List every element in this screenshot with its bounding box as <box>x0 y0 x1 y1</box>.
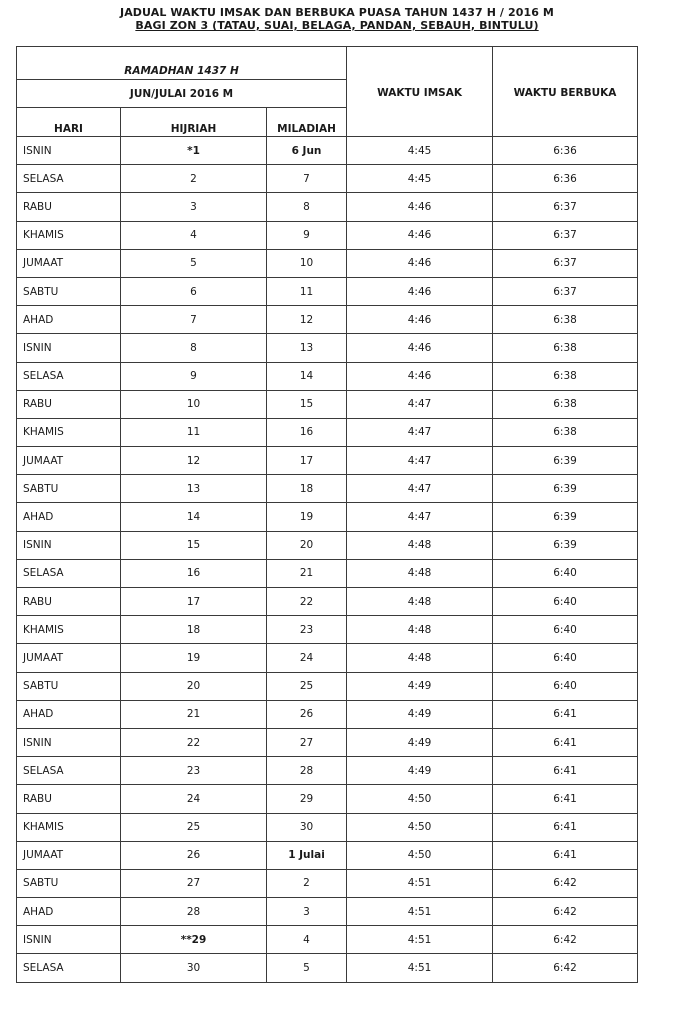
miladiah-cell: 13 <box>267 334 347 362</box>
day-cell: ISNIN <box>17 728 121 756</box>
berbuka-time-cell: 6:42 <box>493 926 638 954</box>
hijriah-cell: 23 <box>121 757 267 785</box>
imsak-time-cell: 4:49 <box>347 757 493 785</box>
berbuka-time-cell: 6:40 <box>493 672 638 700</box>
berbuka-time-cell: 6:39 <box>493 475 638 503</box>
hijriah-cell: 26 <box>121 841 267 869</box>
day-cell: SABTU <box>17 672 121 700</box>
berbuka-time-cell: 6:41 <box>493 813 638 841</box>
day-cell: AHAD <box>17 306 121 334</box>
table-row <box>17 954 638 982</box>
document-title: JADUAL WAKTU IMSAK DAN BERBUKA PUASA TAHUN 1437 H / 2016 M <box>120 6 554 19</box>
imsak-time-cell: 4:46 <box>347 249 493 277</box>
miladiah-cell: 25 <box>267 672 347 700</box>
hijriah-cell: 5 <box>121 249 267 277</box>
berbuka-time-cell: 6:41 <box>493 700 638 728</box>
table-row <box>17 418 638 446</box>
imsak-time-cell: 4:49 <box>347 672 493 700</box>
day-cell: ISNIN <box>17 926 121 954</box>
hijriah-cell: 21 <box>121 700 267 728</box>
miladiah-cell: 18 <box>267 475 347 503</box>
berbuka-time-cell: 6:38 <box>493 362 638 390</box>
miladiah-cell: 8 <box>267 193 347 221</box>
hijriah-cell: 30 <box>121 954 267 982</box>
day-cell: KHAMIS <box>17 616 121 644</box>
hijriah-cell: 17 <box>121 588 267 616</box>
hijriah-cell: 6 <box>121 277 267 305</box>
imsak-time-cell: 4:47 <box>347 503 493 531</box>
table-row <box>17 531 638 559</box>
imsak-time-cell: 4:47 <box>347 475 493 503</box>
imsak-time-cell: 4:50 <box>347 813 493 841</box>
imsak-time-cell: 4:47 <box>347 390 493 418</box>
day-cell: SELASA <box>17 559 121 587</box>
table-row <box>17 785 638 813</box>
table-row <box>17 334 638 362</box>
miladiah-cell: 23 <box>267 616 347 644</box>
miladiah-cell: 16 <box>267 418 347 446</box>
table-row <box>17 898 638 926</box>
berbuka-time-cell: 6:41 <box>493 785 638 813</box>
table-row <box>17 221 638 249</box>
table-row <box>17 813 638 841</box>
hijriah-cell: 2 <box>121 165 267 193</box>
miladiah-cell: 19 <box>267 503 347 531</box>
table-row <box>17 390 638 418</box>
day-cell: JUMAAT <box>17 249 121 277</box>
berbuka-time-cell: 6:38 <box>493 334 638 362</box>
berbuka-time-cell: 6:40 <box>493 588 638 616</box>
imsak-time-cell: 4:47 <box>347 418 493 446</box>
hijriah-cell: 13 <box>121 475 267 503</box>
table-row <box>17 447 638 475</box>
imsak-time-cell: 4:48 <box>347 559 493 587</box>
day-cell: SELASA <box>17 362 121 390</box>
day-cell: RABU <box>17 785 121 813</box>
header-hari: HARI <box>17 108 121 137</box>
berbuka-time-cell: 6:42 <box>493 898 638 926</box>
table-row <box>17 616 638 644</box>
berbuka-time-cell: 6:37 <box>493 193 638 221</box>
imsak-time-cell: 4:51 <box>347 954 493 982</box>
hijriah-cell: 19 <box>121 644 267 672</box>
table-row <box>17 588 638 616</box>
berbuka-time-cell: 6:38 <box>493 306 638 334</box>
miladiah-cell: 9 <box>267 221 347 249</box>
day-cell: SABTU <box>17 277 121 305</box>
table-row <box>17 926 638 954</box>
day-cell: RABU <box>17 588 121 616</box>
imsak-time-cell: 4:51 <box>347 926 493 954</box>
miladiah-cell: 20 <box>267 531 347 559</box>
table-row <box>17 672 638 700</box>
imsak-time-cell: 4:49 <box>347 728 493 756</box>
imsak-time-cell: 4:46 <box>347 362 493 390</box>
berbuka-time-cell: 6:36 <box>493 165 638 193</box>
table-row <box>17 728 638 756</box>
miladiah-cell: 29 <box>267 785 347 813</box>
berbuka-time-cell: 6:40 <box>493 559 638 587</box>
miladiah-cell: 17 <box>267 447 347 475</box>
berbuka-time-cell: 6:41 <box>493 728 638 756</box>
header-waktu-berbuka: WAKTU BERBUKA <box>493 47 638 137</box>
berbuka-time-cell: 6:39 <box>493 503 638 531</box>
imsak-time-cell: 4:45 <box>347 137 493 165</box>
header-ramadhan: RAMADHAN 1437 H <box>17 47 347 80</box>
berbuka-time-cell: 6:42 <box>493 869 638 897</box>
hijriah-cell: 15 <box>121 531 267 559</box>
hijriah-cell: *1 <box>121 137 267 165</box>
miladiah-cell: 24 <box>267 644 347 672</box>
hijriah-cell: **29 <box>121 926 267 954</box>
day-cell: KHAMIS <box>17 813 121 841</box>
miladiah-cell: 4 <box>267 926 347 954</box>
berbuka-time-cell: 6:40 <box>493 644 638 672</box>
hijriah-cell: 8 <box>121 334 267 362</box>
hijriah-cell: 27 <box>121 869 267 897</box>
day-cell: JUMAAT <box>17 644 121 672</box>
miladiah-cell: 11 <box>267 277 347 305</box>
hijriah-cell: 10 <box>121 390 267 418</box>
imsak-time-cell: 4:46 <box>347 221 493 249</box>
berbuka-time-cell: 6:40 <box>493 616 638 644</box>
miladiah-cell: 2 <box>267 869 347 897</box>
miladiah-cell: 30 <box>267 813 347 841</box>
miladiah-cell: 5 <box>267 954 347 982</box>
day-cell: AHAD <box>17 898 121 926</box>
schedule-rows <box>17 137 638 983</box>
day-cell: ISNIN <box>17 137 121 165</box>
hijriah-cell: 24 <box>121 785 267 813</box>
document-subtitle-zone: BAGI ZON 3 (TATAU, SUAI, BELAGA, PANDAN, SEBAUH, BINTULU) <box>135 19 539 32</box>
hijriah-cell: 25 <box>121 813 267 841</box>
day-cell: SABTU <box>17 475 121 503</box>
berbuka-time-cell: 6:37 <box>493 221 638 249</box>
table-row <box>17 559 638 587</box>
table-row <box>17 503 638 531</box>
miladiah-cell: 27 <box>267 728 347 756</box>
berbuka-time-cell: 6:38 <box>493 390 638 418</box>
header-waktu-imsak: WAKTU IMSAK <box>347 47 493 137</box>
miladiah-cell: 6 Jun <box>267 137 347 165</box>
imsak-time-cell: 4:45 <box>347 165 493 193</box>
berbuka-time-cell: 6:37 <box>493 277 638 305</box>
imsak-time-cell: 4:48 <box>347 531 493 559</box>
berbuka-time-cell: 6:39 <box>493 447 638 475</box>
hijriah-cell: 4 <box>121 221 267 249</box>
table-row <box>17 362 638 390</box>
berbuka-time-cell: 6:39 <box>493 531 638 559</box>
berbuka-time-cell: 6:41 <box>493 841 638 869</box>
day-cell: SELASA <box>17 757 121 785</box>
imsak-time-cell: 4:51 <box>347 869 493 897</box>
berbuka-time-cell: 6:37 <box>493 249 638 277</box>
imsak-time-cell: 4:48 <box>347 588 493 616</box>
berbuka-time-cell: 6:38 <box>493 418 638 446</box>
day-cell: KHAMIS <box>17 418 121 446</box>
miladiah-cell: 12 <box>267 306 347 334</box>
imsak-time-cell: 4:47 <box>347 447 493 475</box>
day-cell: AHAD <box>17 503 121 531</box>
hijriah-cell: 12 <box>121 447 267 475</box>
miladiah-cell: 21 <box>267 559 347 587</box>
day-cell: ISNIN <box>17 531 121 559</box>
hijriah-cell: 28 <box>121 898 267 926</box>
table-row <box>17 306 638 334</box>
day-cell: JUMAAT <box>17 841 121 869</box>
miladiah-cell: 26 <box>267 700 347 728</box>
imsak-time-cell: 4:46 <box>347 193 493 221</box>
imsak-time-cell: 4:50 <box>347 841 493 869</box>
table-row <box>17 841 638 869</box>
day-cell: SELASA <box>17 954 121 982</box>
miladiah-cell: 1 Julai <box>267 841 347 869</box>
berbuka-time-cell: 6:36 <box>493 137 638 165</box>
day-cell: RABU <box>17 193 121 221</box>
hijriah-cell: 16 <box>121 559 267 587</box>
imsak-time-cell: 4:50 <box>347 785 493 813</box>
table-row <box>17 475 638 503</box>
imsak-time-cell: 4:48 <box>347 644 493 672</box>
hijriah-cell: 9 <box>121 362 267 390</box>
miladiah-cell: 28 <box>267 757 347 785</box>
table-row <box>17 193 638 221</box>
hijriah-cell: 18 <box>121 616 267 644</box>
miladiah-cell: 22 <box>267 588 347 616</box>
imsak-time-cell: 4:48 <box>347 616 493 644</box>
miladiah-cell: 14 <box>267 362 347 390</box>
imsak-time-cell: 4:46 <box>347 306 493 334</box>
hijriah-cell: 20 <box>121 672 267 700</box>
miladiah-cell: 10 <box>267 249 347 277</box>
day-cell: SABTU <box>17 869 121 897</box>
table-row <box>17 165 638 193</box>
header-miladiah: MILADIAH <box>267 108 347 137</box>
hijriah-cell: 3 <box>121 193 267 221</box>
imsak-time-cell: 4:46 <box>347 277 493 305</box>
table-row <box>17 137 638 165</box>
hijriah-cell: 22 <box>121 728 267 756</box>
table-row <box>17 644 638 672</box>
imsak-time-cell: 4:49 <box>347 700 493 728</box>
miladiah-cell: 7 <box>267 165 347 193</box>
day-cell: SELASA <box>17 165 121 193</box>
table-row <box>17 277 638 305</box>
berbuka-time-cell: 6:42 <box>493 954 638 982</box>
table-row <box>17 869 638 897</box>
table-row <box>17 757 638 785</box>
table-row <box>17 249 638 277</box>
day-cell: JUMAAT <box>17 447 121 475</box>
hijriah-cell: 7 <box>121 306 267 334</box>
day-cell: AHAD <box>17 700 121 728</box>
miladiah-cell: 15 <box>267 390 347 418</box>
day-cell: RABU <box>17 390 121 418</box>
hijriah-cell: 14 <box>121 503 267 531</box>
table-row <box>17 700 638 728</box>
schedule-table <box>16 46 638 983</box>
imsak-time-cell: 4:46 <box>347 334 493 362</box>
header-jun-julai: JUN/JULAI 2016 M <box>17 80 347 108</box>
day-cell: KHAMIS <box>17 221 121 249</box>
header-hijriah: HIJRIAH <box>121 108 267 137</box>
imsak-time-cell: 4:51 <box>347 898 493 926</box>
hijriah-cell: 11 <box>121 418 267 446</box>
day-cell: ISNIN <box>17 334 121 362</box>
miladiah-cell: 3 <box>267 898 347 926</box>
berbuka-time-cell: 6:41 <box>493 757 638 785</box>
